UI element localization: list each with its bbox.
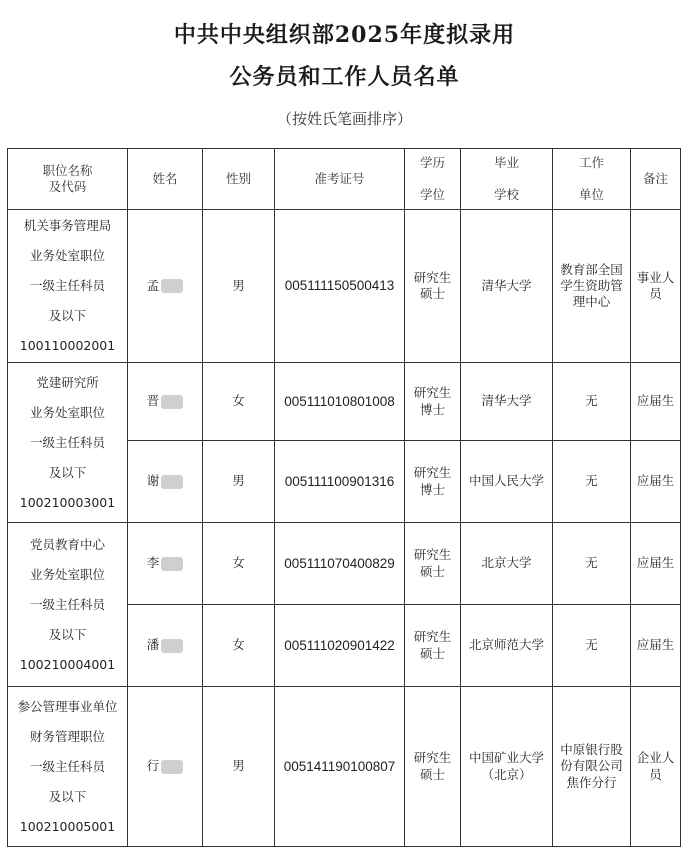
position-line: 业务处室职位 [29, 248, 105, 263]
name-cell [128, 441, 203, 523]
name-cell [128, 523, 203, 605]
gender-cell [203, 523, 275, 605]
gender-text: 男 [232, 473, 245, 489]
position-line: 100210004001 [19, 656, 116, 672]
redacted-name-blur [161, 639, 183, 653]
exam-no-cell [275, 441, 405, 523]
redacted-name-blur [161, 760, 183, 774]
table-row [8, 363, 681, 441]
name-text: 晋 [146, 393, 160, 409]
exam-no-text: 005111020901422 [284, 637, 395, 653]
employer-text: 无 [585, 555, 598, 571]
header-degree: 学历 学位 [405, 149, 461, 210]
employer-cell [553, 363, 631, 441]
redacted-name-blur [161, 395, 183, 409]
degree-text: 研究生硕士 [413, 547, 452, 579]
school-cell [461, 210, 553, 363]
redacted-name-blur [161, 557, 183, 571]
name-cell [128, 687, 203, 847]
school-cell [461, 363, 553, 441]
gender-cell [203, 441, 275, 523]
position-line: 财务管理职位 [29, 728, 105, 744]
title-line-1: 中共中央组织部2025年度拟录用 [173, 22, 516, 48]
employer-cell [553, 687, 631, 847]
header-exam-no: 准考证号 [275, 149, 405, 210]
header-employer: 工作 单位 [553, 149, 631, 210]
degree-cell [405, 210, 461, 363]
degree-text: 研究生博士 [413, 385, 452, 417]
degree-cell [405, 605, 461, 687]
position-cell [8, 363, 128, 523]
position-cell [8, 210, 128, 363]
name-cell [128, 363, 203, 441]
name-text: 李 [146, 555, 160, 571]
school-text: 清华大学 [481, 277, 532, 293]
remark-text: 事业人员 [636, 269, 675, 301]
position-line: 及以下 [48, 464, 87, 480]
header-remark: 备注 [631, 149, 681, 210]
remark-cell [631, 441, 681, 523]
exam-no-cell [275, 363, 405, 441]
position-line: 党员教育中心 [29, 536, 105, 552]
position-line: 100210005001 [19, 818, 116, 834]
gender-text: 女 [232, 637, 245, 653]
gender-text: 女 [232, 555, 245, 571]
gender-text: 男 [232, 277, 245, 293]
position-line: 一级主任科员 [29, 278, 105, 293]
header-school: 毕业 学校 [461, 149, 553, 210]
header-position: 职位名称 及代码 [8, 149, 128, 210]
gender-text: 男 [232, 758, 245, 774]
exam-no-cell [275, 210, 405, 363]
remark-text: 应届生 [636, 637, 675, 653]
position-line: 及以下 [48, 308, 87, 323]
gender-text: 女 [232, 393, 245, 409]
employer-cell [553, 605, 631, 687]
table-row [8, 687, 681, 847]
degree-text: 研究生硕士 [413, 269, 452, 301]
degree-cell [405, 363, 461, 441]
school-text: 北京师范大学 [468, 637, 544, 653]
remark-cell [631, 363, 681, 441]
exam-no-text: 005111150500413 [284, 278, 395, 294]
header-gender: 性别 [203, 149, 275, 210]
position-line: 及以下 [48, 626, 87, 642]
name-text: 谢 [146, 473, 160, 489]
remark-text: 企业人员 [636, 750, 675, 782]
position-line: 党建研究所 [36, 374, 99, 390]
employer-text: 教育部全国学生资助管理中心 [560, 261, 623, 310]
degree-text: 研究生硕士 [413, 750, 452, 782]
position-line: 100110002001 [19, 338, 116, 353]
redacted-name-blur [161, 475, 183, 489]
exam-no-text: 005111070400829 [284, 555, 395, 571]
exam-no-cell [275, 523, 405, 605]
school-text: 中国人民大学 [468, 473, 544, 489]
candidate-table [7, 148, 681, 847]
name-cell [128, 210, 203, 363]
position-line: 参公管理事业单位 [17, 698, 118, 714]
employer-text: 无 [585, 473, 598, 489]
exam-no-text: 005141190100807 [283, 758, 396, 774]
position-line: 100210003001 [19, 494, 116, 510]
school-cell [461, 605, 553, 687]
exam-no-cell [275, 687, 405, 847]
employer-cell [553, 210, 631, 363]
remark-text: 应届生 [636, 393, 675, 409]
position-line: 及以下 [48, 788, 87, 804]
degree-cell [405, 687, 461, 847]
header-row [8, 149, 681, 210]
degree-text: 研究生博士 [413, 465, 452, 497]
school-text: 中国矿业大学（北京） [468, 750, 544, 782]
header-name: 姓名 [128, 149, 203, 210]
school-text: 清华大学 [481, 393, 532, 409]
gender-cell [203, 210, 275, 363]
degree-cell [405, 523, 461, 605]
table-row [8, 523, 681, 605]
school-text: 北京大学 [481, 555, 532, 571]
employer-cell [553, 441, 631, 523]
exam-no-text: 005111100901316 [284, 473, 395, 489]
gender-cell [203, 687, 275, 847]
school-cell [461, 523, 553, 605]
employer-text: 无 [585, 637, 598, 653]
employer-text: 无 [585, 393, 598, 409]
name-text: 行 [146, 758, 160, 774]
position-line: 业务处室职位 [29, 566, 105, 582]
subtitle: （按姓氏笔画排序） [276, 110, 412, 128]
remark-text: 应届生 [636, 473, 675, 489]
exam-no-text: 005111010801008 [284, 393, 395, 409]
position-line: 业务处室职位 [29, 404, 105, 420]
name-text: 潘 [146, 637, 160, 653]
position-line: 一级主任科员 [29, 434, 105, 450]
name-text: 孟 [146, 277, 160, 293]
remark-text: 应届生 [636, 555, 675, 571]
position-cell [8, 523, 128, 687]
name-cell [128, 605, 203, 687]
redacted-name-blur [161, 279, 183, 293]
remark-cell [631, 605, 681, 687]
gender-cell [203, 363, 275, 441]
remark-cell [631, 523, 681, 605]
table-row [8, 210, 681, 363]
exam-no-cell [275, 605, 405, 687]
school-cell [461, 441, 553, 523]
school-cell [461, 687, 553, 847]
employer-text: 中原银行股份有限公司焦作分行 [560, 742, 623, 790]
position-line: 一级主任科员 [29, 596, 105, 612]
remark-cell [631, 687, 681, 847]
remark-cell [631, 210, 681, 363]
degree-cell [405, 441, 461, 523]
position-line: 一级主任科员 [29, 758, 105, 774]
gender-cell [203, 605, 275, 687]
degree-text: 研究生硕士 [413, 629, 452, 661]
position-line: 机关事务管理局 [23, 218, 112, 233]
title-line-2: 公务员和工作人员名单 [229, 64, 460, 90]
employer-cell [553, 523, 631, 605]
position-cell [8, 687, 128, 847]
